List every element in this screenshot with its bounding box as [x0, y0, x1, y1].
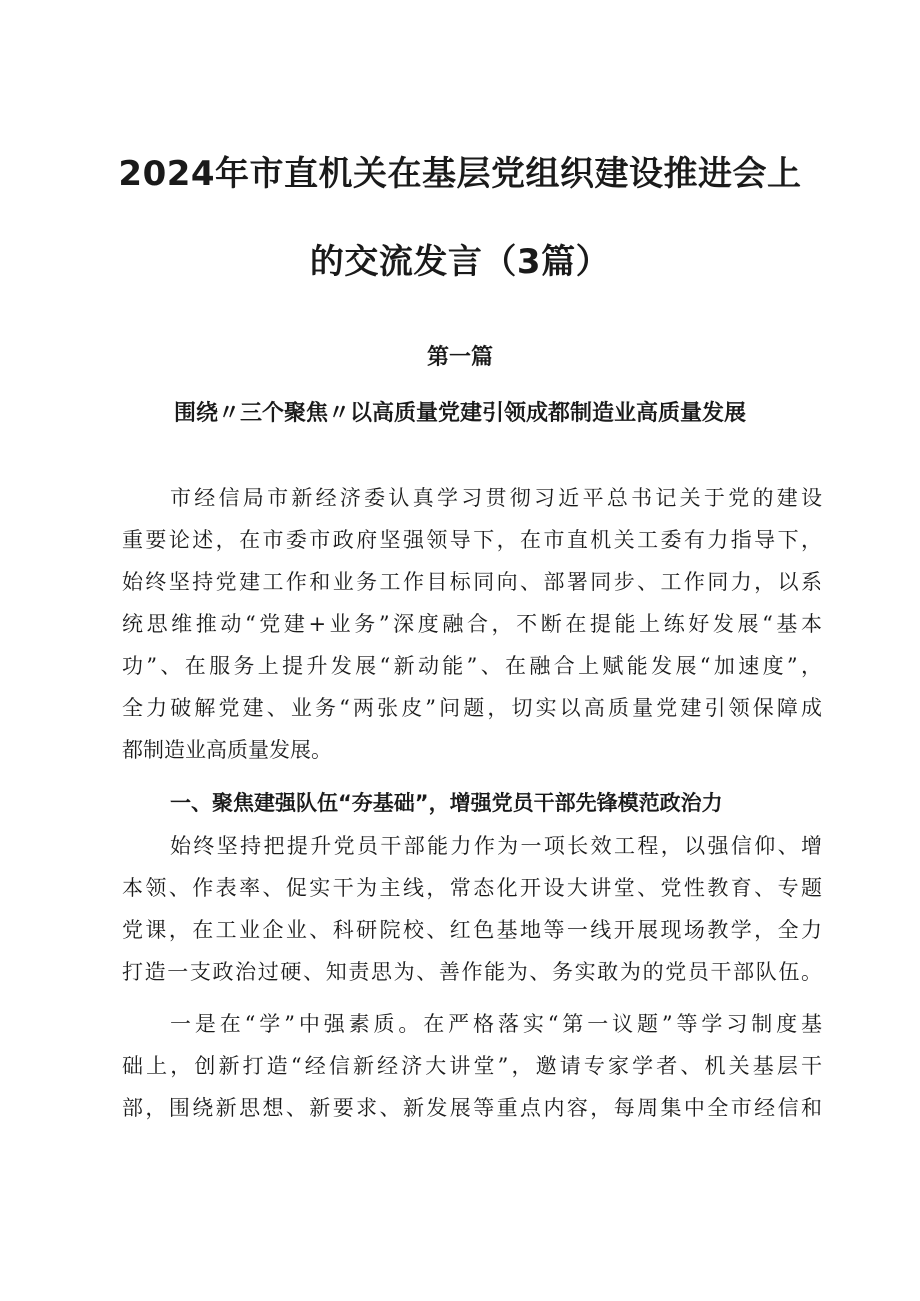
intro-line: 始终坚持党建工作和业务工作目标同向、部署同步、工作同力，以系: [122, 570, 822, 594]
intro-line: 功”、在服务上提升发展“新动能”、在融合上赋能发展“加速度”，: [122, 654, 822, 678]
paragraph-1-line: 党课，在工业企业、科研院校、红色基地等一线开展现场教学，全力: [122, 918, 822, 942]
intro-line: 重要论述，在市委市政府坚强领导下，在市直机关工委有力指导下，: [122, 528, 822, 552]
article-subtitle: 围绕〃三个聚焦〃以高质量党建引领成都制造业高质量发展: [173, 401, 746, 426]
paragraph-1-line: 打造一支政治过硬、知责思为、善作能为、务实敢为的党员干部队伍。: [122, 960, 822, 984]
paragraph-2-line: 一是在“学”中强素质。在严格落实“第一议题”等学习制度基: [170, 1012, 822, 1036]
document-title-line-2: 的交流发言（3篇）: [309, 242, 611, 282]
section-label: 第一篇: [426, 345, 493, 370]
paragraph-2-line: 础上，创新打造“经信新经济大讲堂”，邀请专家学者、机关基层干: [122, 1054, 822, 1078]
intro-line: 都制造业高质量发展。: [122, 738, 332, 762]
paragraph-2-line: 部，围绕新思想、新要求、新发展等重点内容，每周集中全市经信和: [122, 1096, 822, 1120]
intro-line: 市经信局市新经济委认真学习贯彻习近平总书记关于党的建设: [170, 486, 822, 510]
paragraph-1-line: 始终坚持把提升党员干部能力作为一项长效工程，以强信仰、增: [170, 834, 822, 858]
paragraph-1-line: 本领、作表率、促实干为主线，常态化开设大讲堂、党性教育、专题: [122, 876, 822, 900]
intro-line: 统思维推动“党建+业务”深度融合，不断在提能上练好发展“基本: [122, 612, 822, 636]
document-title-line-1: 2024年市直机关在基层党组织建设推进会上: [118, 154, 802, 194]
intro-line: 全力破解党建、业务“两张皮”问题，切实以高质量党建引领保障成: [122, 696, 822, 720]
section-heading-1: 一、聚焦建强队伍“夯基础”，增强党员干部先锋模范政治力: [170, 791, 723, 815]
